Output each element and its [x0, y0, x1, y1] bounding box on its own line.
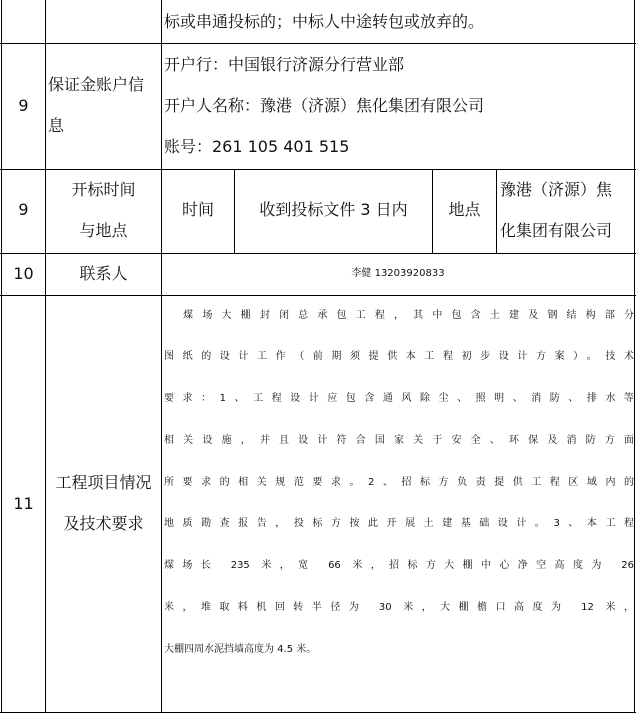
- table-border: [0, 712, 636, 713]
- time-label: 时间: [181, 200, 214, 219]
- project-text-line: 图纸的设计工作（前期须提供本工程初步设计方案）。技术: [164, 351, 634, 362]
- continued-text: 标或串通投标的；中标人中途转包或放弃的。: [164, 12, 485, 31]
- table-border: [45, 0, 46, 713]
- row-number: 10: [13, 264, 34, 283]
- place-value-line1: 豫港（济源）焦: [500, 180, 613, 199]
- deposit-label-line1: 保证金账户信: [48, 75, 145, 94]
- table-border: [0, 43, 636, 44]
- project-text-line: 所要求的相关规范要求。2、招标方负责提供工程区域内的: [164, 477, 634, 488]
- row-number: 9: [18, 200, 29, 219]
- deposit-holder: 开户人名称：豫港（济源）焦化集团有限公司: [164, 96, 485, 115]
- table-border: [496, 169, 497, 253]
- project-label-line2: 及技术要求: [63, 514, 144, 533]
- time-value: 收到投标文件 3 日内: [259, 200, 408, 219]
- opening-label-line2: 与地点: [79, 221, 128, 240]
- row-number: 11: [13, 494, 34, 513]
- table-border: [0, 253, 636, 254]
- project-text-line: 米，堆取料机回转半径为 30 米，大棚檐口高度为 12 米，: [164, 602, 634, 613]
- row-number: 9: [18, 96, 29, 115]
- project-text-line: 煤场长 235 米，宽 66 米，招标方大棚中心净空高度为 26: [164, 560, 634, 571]
- project-text-line: 煤场大棚封闭总承包工程，其中包含土建及钢结构部分: [164, 310, 634, 321]
- table-border: [634, 0, 635, 713]
- project-text-line: 要求：1、工程设计应包含通风除尘、照明、消防、排水等: [164, 393, 634, 404]
- deposit-bank: 开户行：中国银行济源分行营业部: [164, 55, 405, 74]
- table-border: [0, 295, 636, 296]
- table-border: [161, 0, 162, 713]
- project-text-line: 相关设施，并且设计符合国家关于安全、环保及消防方面: [164, 435, 634, 446]
- table-border: [0, 169, 636, 170]
- opening-label-line1: 开标时间: [71, 180, 136, 199]
- project-label-line1: 工程项目情况: [55, 473, 152, 492]
- deposit-account: 账号：261 105 401 515: [164, 137, 350, 156]
- project-text-line: 地质勘查报告，投标方按此开展土建基础设计。3、本工程: [164, 518, 634, 529]
- contact-label: 联系人: [79, 264, 128, 283]
- place-value-line2: 化集团有限公司: [500, 221, 613, 240]
- deposit-label-line2: 息: [48, 116, 65, 135]
- contact-value: 李健 13203920833: [351, 268, 445, 279]
- place-label: 地点: [448, 200, 481, 219]
- project-text-line: 大棚四周水泥挡墙高度为 4.5 米。: [164, 644, 317, 655]
